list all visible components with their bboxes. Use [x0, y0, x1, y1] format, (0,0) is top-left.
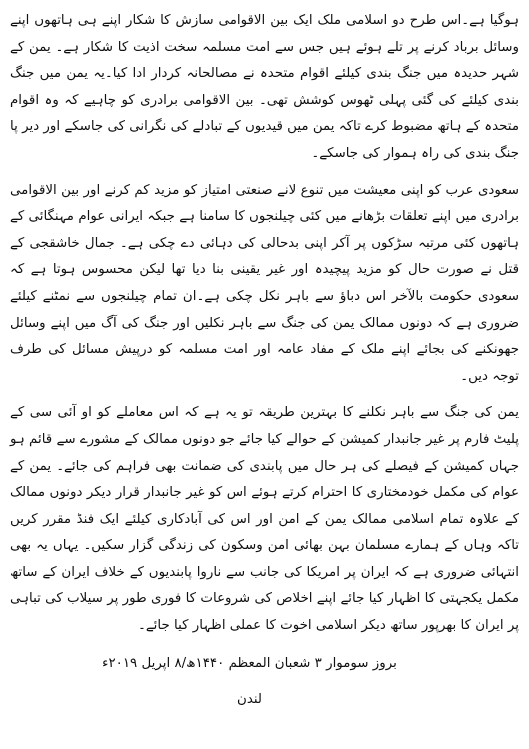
place-name: لندن — [237, 691, 262, 707]
paragraph-2: سعودی عرب کو اپنی معیشت میں تنوع لانے صنعتی امتیاز کو مزید کم کرنے اور بین الاقوامی برادری میں اپنے تعلقات بڑھانے میں کئی چیلنجوں کا سامنا ہے جبکہ ایرانی عوام مہنگائی کے ہاتھوں کئی مرتبہ سڑکوں پر آکر اپنی بدحالی کی دہائی دے چکی ہے۔ جمال خاشقجی کے قتل نے صورت حال کو مزید پیچیدہ اور غیر یقینی بنا دیا تھا لیکن محسوس ہوتا ہے کہ سعودی حکومت بالآخر اس دباؤ سے باہر نکل چکی ہے۔ان تمام چیلنجوں سے نمٹنے کیلئے ضروری ہے کہ دونوں ممالک یمن کی جنگ سے باہر نکلیں اور جنگ کی آگ میں اپنے وسائل جھونکنے کی بجائے اپنے ملک کے مفاد عامہ اور امت مسلمہ کو درپیش مسائل کی طرف توجہ دیں۔ — [10, 182, 519, 384]
paragraph-1: ہوگیا ہے۔اس طرح دو اسلامی ملک ایک بین الاقوامی سازش کا شکار اپنے ہی ہاتھوں اپنے وسائل برباد کرنے پر تلے ہوئے ہیں جس سے امت مسلمہ سخت اذیت کا شکار ہے۔ یمن کے شہر حدیدہ میں جنگ بندی کیلئے اقوام متحدہ نے مصالحانہ کردار ادا کیا۔یہ یمن میں جنگ بندی کیلئے کی گئی پہلی ٹھوس کوشش تھی۔ بین الاقوامی برادری کو چاہیے کہ وہ اقوام متحدہ کے ہاتھ مضبوط کرے تاکہ یمن میں قیدیوں کے تبادلے کی نگرانی کی جاسکے اور دیر پا جنگ بندی کی راہ ہموار کی جاسکے۔ — [10, 13, 519, 161]
dateline: بروز سوموار ۳ شعبان المعظم ۱۴۴۰ھ/۸ اپریل ۲۰۱۹ء — [102, 655, 397, 671]
paragraph-3: یمن کی جنگ سے باہر نکلنے کا بہترین طریقہ تو یہ ہے کہ اس معاملے کو او آئی سی کے پلیٹ فارم پر غیر جانبدار کمیشن کے حوالے کیا جائے جو دونوں ممالک کے مشورے سے قائم ہو جہاں کمیشن کے فیصلے کی ہر حال میں پابندی کی ضمانت بھی فراہم کی جائے۔ یمن کے عوام کی مکمل خودمختاری کا احترام کرتے ہوئے اس کو غیر جانبدار قرار دیکر دونوں ممالک کے علاوہ تمام اسلامی ممالک یمن کے امن اور اس کی آبادکاری کیلئے ایک فنڈ مقرر کریں تاکہ وہاں کے ہمارے مسلمان بہن بھائی امن وسکون کی زندگی گزار سکیں۔ یہاں یہ بھی انتہائی ضروری ہے کہ ایران پر امریکا کی جانب سے ناروا پابندیوں کے خلاف ایران کے ساتھ مکمل یکجہتی کا اظہار کیا جائے اپنے اخلاص کی شروعات کا فوری طور پر سیلاب کی تباہی پر ایران کا بھرپور ساتھ دیکر اسلامی اخوت کا عملی اظہار کیا جائے۔ — [10, 405, 519, 634]
